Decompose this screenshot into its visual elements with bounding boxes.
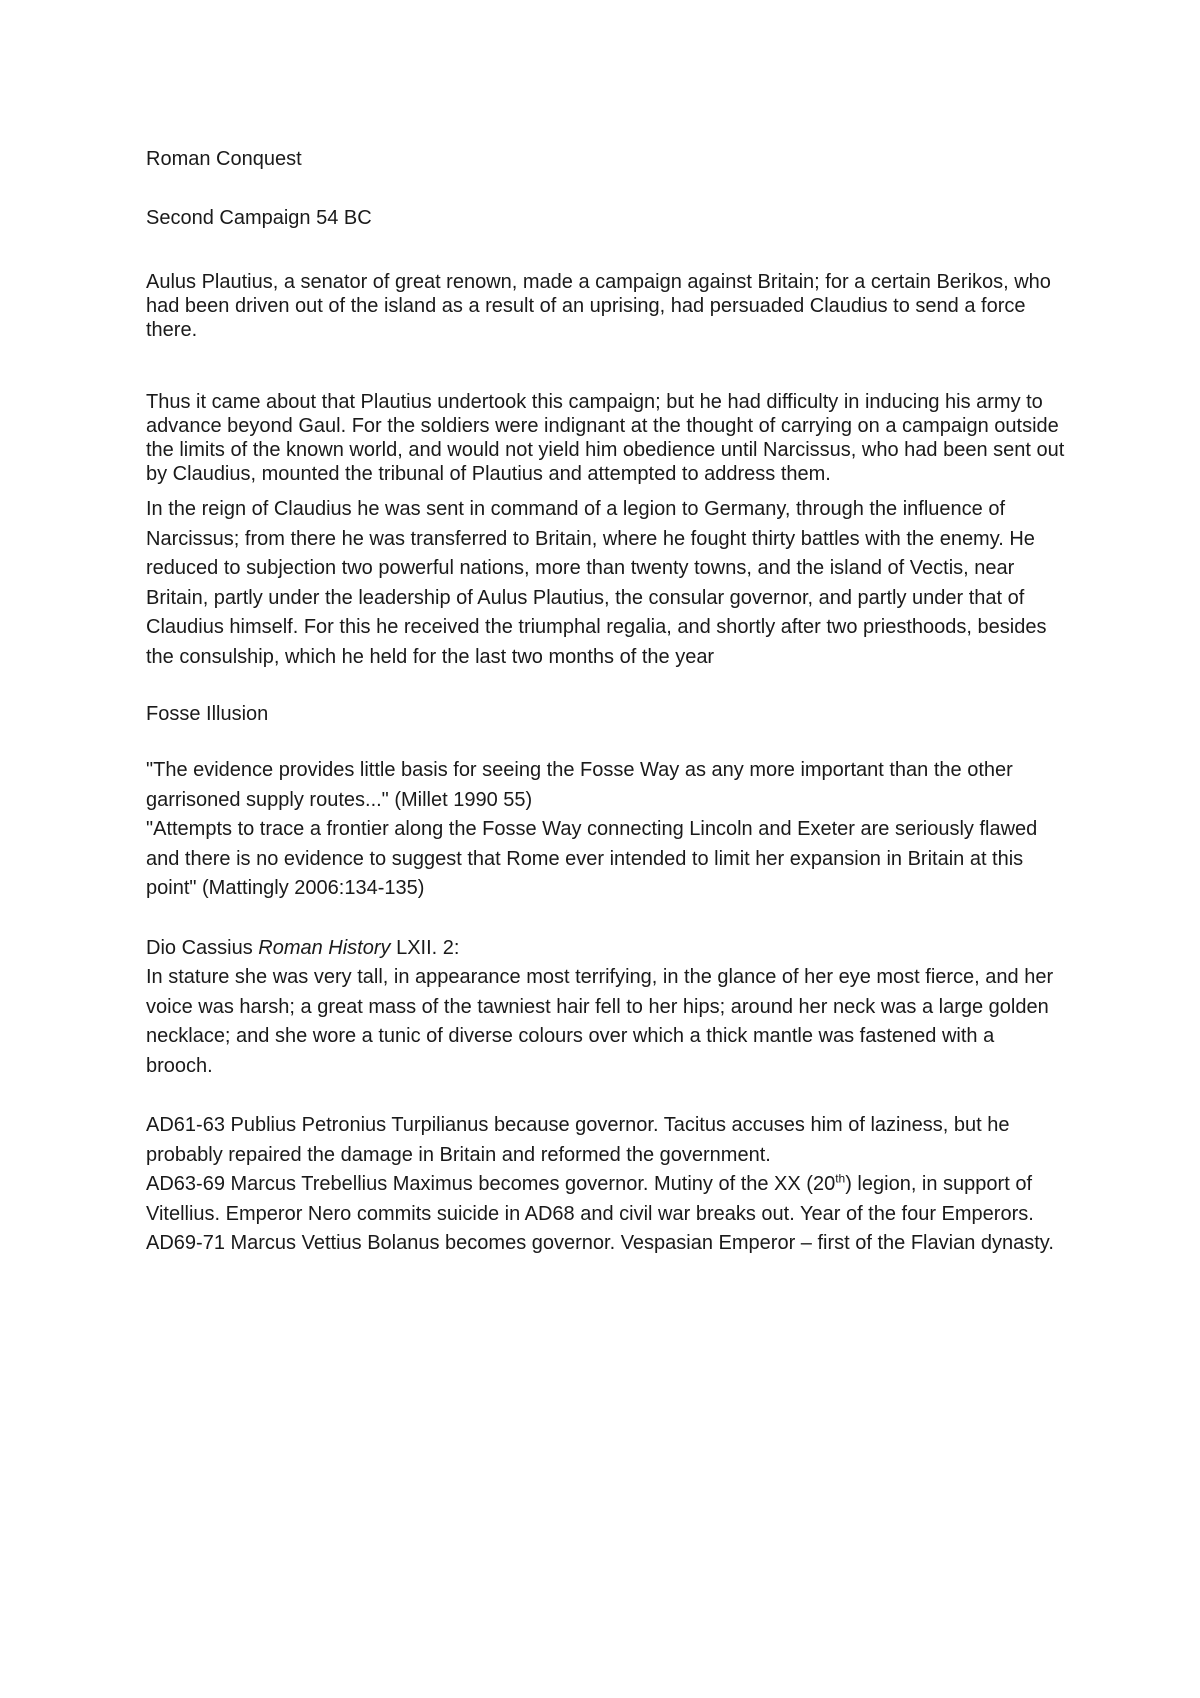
dio-ref: LXII. 2: (390, 936, 460, 959)
governor-entry-bolanus: AD69-71 Marcus Vettius Bolanus becomes governor. Vespasian Emperor – first of the Flavian dynasty. (146, 1232, 1054, 1254)
dio-work-title: Roman History (258, 936, 391, 959)
paragraph-boudica-description: In stature she was very tall, in appearance most terrifying, in the glance of her eye most fierce, and her voice was harsh; a great mass of the tawniest hair fell to her hips; around her neck was a large golden necklace; and she wore a tunic of diverse colours over which a thick mantle was fastened with a brooch. (146, 966, 1054, 1077)
governor-entry-trebellius (146, 1170, 1066, 1229)
quote-mattingly: "Attempts to trace a frontier along the Fosse Way connecting Lincoln and Exeter are seriously flawed and there is no evidence to suggest that Rome ever intended to limit her expansion in Britain at this point" (Mattingly 2006:134-135) (146, 818, 1038, 899)
document-body (146, 147, 1066, 1259)
paragraph-plautius-campaign: Aulus Plautius, a senator of great renown, made a campaign against Britain; for a certain Berikos, who had been driven out of the island as a result of an uprising, had persuaded Claudius to send a force there. (146, 271, 1051, 341)
section-heading-fosse-illusion: Fosse Illusion (146, 703, 269, 725)
ordinal-suffix: th (835, 1171, 846, 1186)
section-heading-second-campaign: Second Campaign 54 BC (146, 207, 372, 229)
dio-cassius-reference (146, 934, 1066, 964)
quote-millet: "The evidence provides little basis for seeing the Fosse Way as any more important than the other garrisoned supply routes..." (Millet 1990 55) (146, 759, 1013, 811)
gov2-text-a: AD63-69 Marcus Trebellius Maximus becomes governor. Mutiny of the XX (20 (146, 1173, 836, 1195)
governor-entry-turpilianus: AD61-63 Publius Petronius Turpilianus because governor. Tacitus accuses him of laziness, but he probably repaired the damage in Britain and reformed the government. (146, 1114, 1010, 1166)
document-title: Roman Conquest (146, 148, 302, 170)
paragraph-vespasian-career: In the reign of Claudius he was sent in command of a legion to Germany, through the influence of Narcissus; from there he was transferred to Britain, where he fought thirty battles with the enemy. He reduced to subjection two powerful nations, more than twenty towns, and the island of Vectis, near Britain, partly under the leadership of Aulus Plautius, the consular governor, and partly under that of Claudius himself. For this he received the triumphal regalia, and shortly after two priesthoods, besides the consulship, which he held for the last two months of the year (146, 498, 1047, 668)
paragraph-narcissus: Thus it came about that Plautius undertook this campaign; but he had difficulty in inducing his army to advance beyond Gaul. For the soldiers were indignant at the thought of carrying on a campaign outside the limits of the known world, and would not yield him obedience until Narcissus, who had been sent out by Claudius, mounted the tribunal of Plautius and attempted to address them. (146, 391, 1065, 485)
gov2-text-b: ) legion, in support of Vitellius. Emperor Nero commits suicide in AD68 and civil war breaks out. Year of the four Emperors. (146, 1173, 1034, 1225)
dio-author: Dio Cassius (146, 936, 259, 959)
